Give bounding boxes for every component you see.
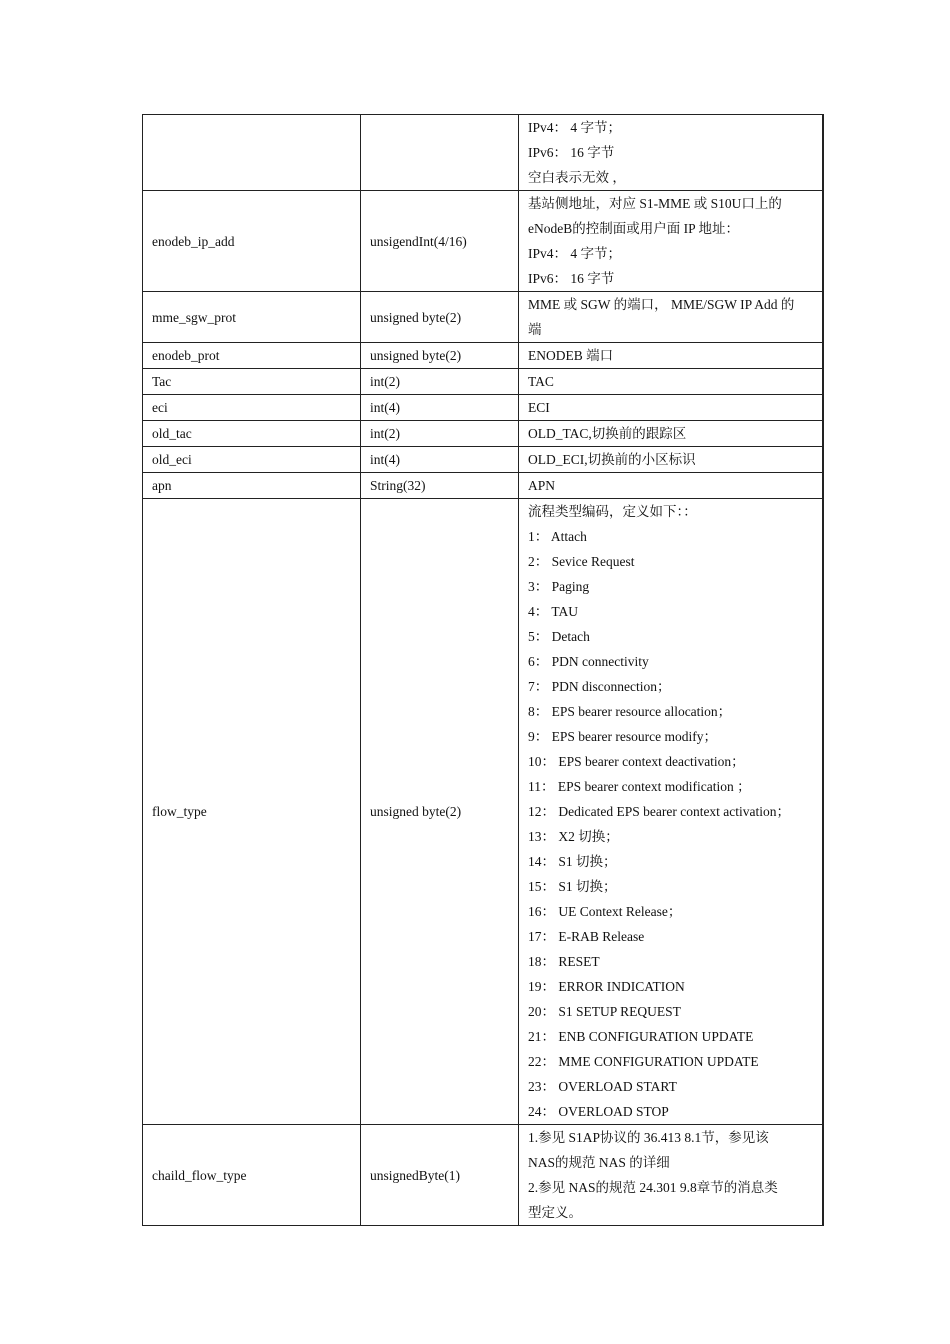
description-line: 24： OVERLOAD STOP: [528, 1104, 669, 1119]
table-row: [143, 473, 823, 499]
description-line: IPv4： 4 字节；: [528, 120, 622, 135]
field-name-cell: Tac: [143, 369, 361, 395]
description-line: 1： Attach: [528, 529, 587, 544]
field-name-cell: eci: [143, 395, 361, 421]
description-cell: [519, 421, 823, 447]
table-row: [143, 499, 823, 1125]
description-line: NAS的规范 NAS 的详细: [528, 1155, 670, 1170]
description-line: eNodeB的控制面或用户面 IP 地址：: [528, 221, 739, 236]
description-line: 7： PDN disconnection；: [528, 679, 671, 694]
description-line: IPv6： 16 字节: [528, 271, 615, 286]
description-line: 16： UE Context Release；: [528, 904, 682, 919]
description-line: 4： TAU: [528, 604, 579, 619]
table-row: [143, 115, 823, 191]
table-row: [143, 292, 823, 343]
description-line: 14： S1 切换；: [528, 854, 617, 869]
table-row: [143, 395, 823, 421]
field-name-cell: [143, 115, 361, 191]
description-line: 21： ENB CONFIGURATION UPDATE: [528, 1029, 754, 1044]
description-cell: [519, 191, 823, 292]
description-line: OLD_ECI,切换前的小区标识: [528, 452, 696, 467]
spec-table-body: [143, 115, 823, 1226]
description-line: 13： X2 切换；: [528, 829, 619, 844]
data-type-cell: unsigendInt(4/16): [361, 191, 519, 292]
description-line: 11： EPS bearer context modification ；: [528, 779, 751, 794]
description-line: 23： OVERLOAD START: [528, 1079, 677, 1094]
field-name-cell: flow_type: [143, 499, 361, 1125]
description-line: 5： Detach: [528, 629, 590, 644]
data-type-cell: unsigned byte(2): [361, 499, 519, 1125]
description-line: 3： Paging: [528, 579, 590, 594]
table-row: [143, 343, 823, 369]
data-type-cell: int(4): [361, 395, 519, 421]
description-cell: [519, 395, 823, 421]
description-line: 端: [528, 322, 542, 337]
description-line: 9： EPS bearer resource modify；: [528, 729, 717, 744]
table-row: [143, 447, 823, 473]
description-cell: [519, 1125, 823, 1226]
data-type-cell: int(2): [361, 369, 519, 395]
table-row: [143, 421, 823, 447]
description-line: 2.参见 NAS的规范 24.301 9.8章节的消息类: [528, 1180, 778, 1195]
field-name-cell: old_tac: [143, 421, 361, 447]
data-type-cell: unsignedByte(1): [361, 1125, 519, 1226]
description-line: 10： EPS bearer context deactivation；: [528, 754, 745, 769]
data-type-cell: int(2): [361, 421, 519, 447]
data-type-cell: unsigned byte(2): [361, 343, 519, 369]
description-line: IPv6： 16 字节: [528, 145, 615, 160]
field-name-cell: enodeb_prot: [143, 343, 361, 369]
description-line: 1.参见 S1AP协议的 36.413 8.1节，参见该: [528, 1130, 769, 1145]
data-type-cell: [361, 115, 519, 191]
description-line: 基站侧地址，对应 S1-MME 或 S10U口上的: [528, 196, 782, 211]
description-line: 12： Dedicated EPS bearer context activation；: [528, 804, 791, 819]
description-cell: [519, 447, 823, 473]
description-line: 6： PDN connectivity: [528, 654, 649, 669]
data-type-cell: String(32): [361, 473, 519, 499]
description-line: 17： E-RAB Release: [528, 929, 645, 944]
table-row: [143, 1125, 823, 1226]
description-cell: [519, 292, 823, 343]
field-name-cell: old_eci: [143, 447, 361, 473]
description-line: OLD_TAC,切换前的跟踪区: [528, 426, 687, 441]
field-name-cell: enodeb_ip_add: [143, 191, 361, 292]
description-line: MME 或 SGW 的端口， MME/SGW IP Add 的: [528, 297, 795, 312]
field-name-cell: apn: [143, 473, 361, 499]
description-line: 20： S1 SETUP REQUEST: [528, 1004, 681, 1019]
description-line: ECI: [528, 400, 550, 415]
description-line: TAC: [528, 374, 554, 389]
description-cell: [519, 369, 823, 395]
description-cell: [519, 473, 823, 499]
description-line: ENODEB 端口: [528, 348, 614, 363]
data-type-cell: unsigned byte(2): [361, 292, 519, 343]
description-line: 15： S1 切换；: [528, 879, 617, 894]
field-name-cell: mme_sgw_prot: [143, 292, 361, 343]
description-line: 空白表示无效 ，: [528, 170, 626, 185]
description-line: APN: [528, 478, 556, 493]
description-line: 流程类型编码，定义如下：：: [528, 504, 697, 519]
description-line: 型定义。: [528, 1205, 582, 1220]
description-line: 22： MME CONFIGURATION UPDATE: [528, 1054, 759, 1069]
description-line: IPv4： 4 字节；: [528, 246, 622, 261]
description-cell: [519, 343, 823, 369]
description-line: 18： RESET: [528, 954, 600, 969]
table-row: [143, 191, 823, 292]
description-line: 19： ERROR INDICATION: [528, 979, 685, 994]
description-cell: [519, 115, 823, 191]
description-line: 8： EPS bearer resource allocation；: [528, 704, 732, 719]
description-cell: [519, 499, 823, 1125]
data-type-cell: int(4): [361, 447, 519, 473]
field-name-cell: chaild_flow_type: [143, 1125, 361, 1226]
description-line: 2： Sevice Request: [528, 554, 635, 569]
table-row: [143, 369, 823, 395]
spec-table: [142, 114, 824, 1226]
